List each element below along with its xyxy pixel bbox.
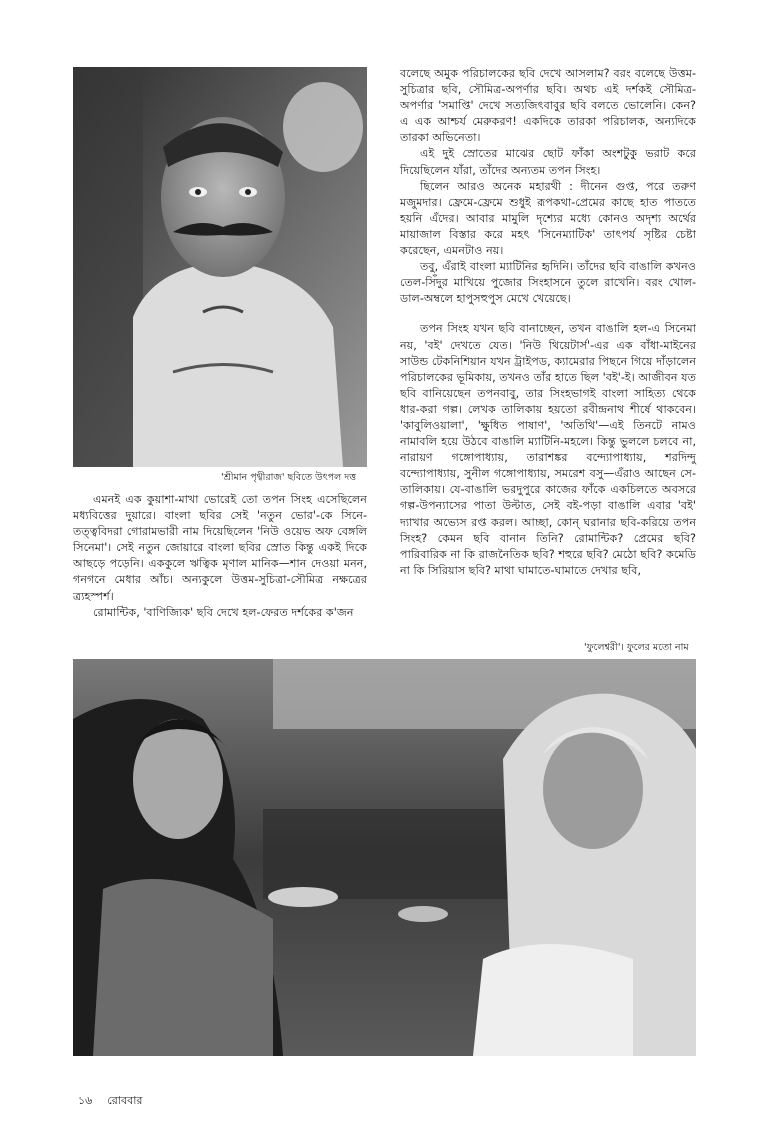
page-number: ১৬ (78, 1094, 93, 1107)
page-footer (78, 1092, 143, 1111)
photo-caption-top: 'শ্রীমান পৃথ্বীরাজ' ছবিতে উৎপল দত্ত (221, 472, 356, 483)
paragraph: বলেছে অমুক পরিচালকের ছবি দেখে আসলাম? বরং বলেছে উত্তম-সুচিত্রার ছবি, সৌমিত্র-অপর্ণার ছবি। অথচ এই দর্শকই সৌমিত্র-অপর্ণার 'সমাপ্তি' দেখে সত্যজিৎবাবুর ছবি বলতে ভোলেনি। কেন? এ এক আশ্চর্য মেরুকরণ! একদিকে তারকা পরিচালক, অন্যদিকে তারকা অভিনেতা। (400, 67, 696, 145)
paragraph: তপন সিংহ যখন ছবি বানাচ্ছেন, তখন বাঙালি হল-এ সিনেমা নয়, 'বই' দেখতে যেত। 'নিউ থিয়েটার্স'-এর এক বাঁধা-মাইনের সাউন্ড টেকনিশিয়ান যখন ট্রাইপড, ক্যামেরার পিছনে গিয়ে দাঁড়ালেন পরিচালকের ভূমিকায়, তখনও তাঁর হাতে ছিল 'বই'-ই। আজীবন যত ছবি বানিয়েছেন তপনবাবু, তার সিংহভাগই বাংলা সাহিত্য থেকে ধার-করা গল্প। লেখক তালিকায় হয়তো রবীন্দ্রনাথ শীর্ষে থাকবেন। 'কাবুলিওয়ালা', 'ক্ষুধিত পাষাণ', 'অতিথি'—এই তিনটে নামও নামাবলি হয়ে উঠবে বাঙালি ম্যাটিনি-মহলে। কিন্তু ভুললে চলবে না, নারায়ণ গঙ্গোপাধ্যায়, তারাশঙ্কর বন্দ্যোপাধ্যায়, শরদিন্দু বন্দ্যোপাধ্যায়, সুনীল গঙ্গোপাধ্যায়, সমরেশ বসু—এঁরাও আছেন সে-তালিকায়। যে-বাঙালি ভরদুপুরে কাজের ফাঁকে একচিলতে অবসরে গল্প-উপন্যাসের পাতা উল্টাত, সেই বই-পড়া বাঙালি এবার 'বই' দ্যাখার অভ্যেস রপ্ত করল। আচ্ছা, কোন্ ঘরানার ছবি-করিয়ে তপন সিংহ? কেমন ছবি বানান তিনি? রোমান্টিক? প্রেমের ছবি? পারিবারিক না কি রাজনৈতিক ছবি? শহুরে ছবি? মেঠো ছবি? কমেডি না কি সিরিয়াস ছবি? মাথা ঘামাতে-ঘামাতে দেখার ছবি, (400, 322, 696, 577)
paragraph: ছিলেন আরও অনেক মহারথী : দীনেন গুপ্ত, পরে তরুণ মজুমদার। ফ্রেমে-ফ্রেমে শুধুই রূপকথা-প্রেমের কাছে হাত পাততে হয়নি এঁদের। আবার মামুলি দৃশ্যের মধ্যে কোনও অদৃশ্য অর্থের মায়াজাল বিস্তার করে মহৎ 'সিনেম্যাটিক' তাৎপর্য সৃষ্টির চেষ্টা করেছেন, এমনটাও নয়। (400, 179, 696, 258)
paragraph: এমনই এক কুয়াশা-মাখা ভোরেই তো তপন সিংহ এসেছিলেন মধ্যবিত্তের দুয়ারে। বাংলা ছবির সেই 'নতুন ভোর'-কে সিনে-তত্ত্ববিদরা গোরামভারী নাম দিয়েছিলেন 'নিউ ওয়েভ অফ বেঙ্গলি সিনেমা'। সেই নতুন জোয়ারে বাংলা ছবির স্রোত কিন্তু একই দিকে আছড়ে পড়েনি। এককুলে ঋত্বিক মৃণাল মানিক—শান দেওয়া মনন, গনগনে মেধার আঁচ। অন্যকুলে উত্তম-সুচিত্রা-সৌমিত্র নক্ষত্রের ত্র্যহস্পর্শ। (73, 493, 367, 603)
photo-utpal-dutt (73, 67, 367, 467)
paragraph: তবু, এঁরাই বাংলা ম্যাটিনির হৃদিনি। তাঁদের ছবি বাঙালি কখনও তেল-সিঁদুর মাখিয়ে পুজোর সিংহাসনে তুলে রাখেনি। বরং খোল-ডাল-অম্বলে হাপুসহুপুস মেখে খেয়েছে। (400, 260, 696, 306)
left-text-column (73, 492, 367, 621)
right-text-column (400, 66, 696, 579)
paragraph: রোমান্টিক, 'বাণিজ্যিক' ছবি দেখে হল-ফেরত দর্শকের ক'জন (93, 605, 354, 619)
publication-name: রোববার (107, 1094, 143, 1107)
paragraph: এই দুই স্রোতের মাঝের ছোট ফাঁকা অংশটুকু ভরাট করে দিয়েছিলেন যাঁরা, তাঁদের অন্যতম তপন সিংহ। (400, 147, 696, 177)
photo-phuleshwari (73, 659, 696, 1056)
photo-caption-bottom: 'ফুলেশ্বরী'। ফুলের মতো নাম (584, 642, 689, 653)
